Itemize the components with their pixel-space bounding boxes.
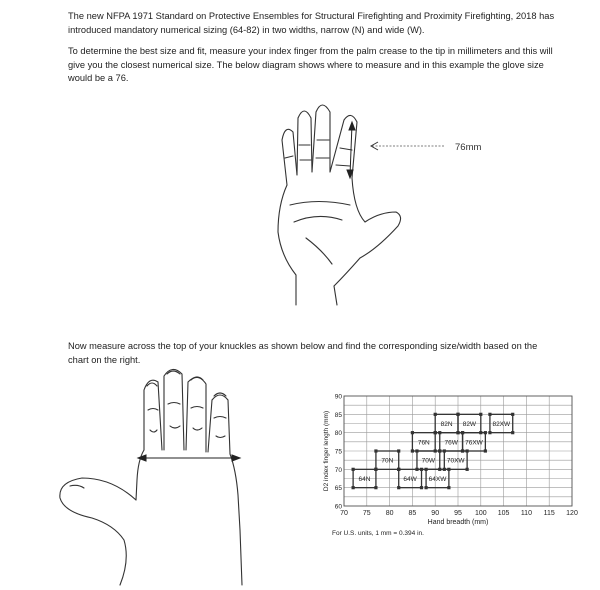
size-cell-corner-marker: [438, 449, 441, 452]
knuckle-instruction: Now measure across the top of your knuckles as shown below and find the corresponding size/width based on the chart on the right.: [68, 341, 538, 365]
size-cell-corner-marker: [511, 431, 514, 434]
size-cell-corner-marker: [466, 449, 469, 452]
size-cell-corner-marker: [447, 486, 450, 489]
size-cell-corner-marker: [352, 486, 355, 489]
x-tick-label: 120: [566, 510, 578, 517]
size-cell-corner-marker: [434, 431, 437, 434]
size-cell-corner-marker: [424, 468, 427, 471]
size-cell-label: 76N: [417, 439, 430, 447]
x-tick-label: 100: [474, 510, 487, 517]
x-tick-label: 85: [408, 510, 417, 517]
size-cell-corner-marker: [479, 413, 482, 416]
arrow-head-top-icon: [349, 122, 355, 130]
knuckle-width-measure: [138, 455, 240, 461]
size-cell-corner-marker: [352, 468, 355, 471]
y-tick-label: 70: [334, 466, 342, 474]
size-cell-label: 64N: [358, 476, 371, 483]
x-tick-label: 105: [497, 510, 510, 517]
x-tick-label: 70: [340, 510, 348, 517]
size-cell-corner-marker: [374, 486, 377, 489]
size-cell-corner-marker: [411, 449, 414, 452]
size-cell-corner-marker: [438, 431, 441, 434]
size-cell-corner-marker: [420, 486, 423, 489]
size-cell-label: 64XW: [428, 476, 447, 483]
x-tick-label: 95: [454, 510, 462, 517]
finger-measurement-label: 76mm: [455, 142, 482, 153]
size-cell-corner-marker: [488, 413, 491, 416]
intro-paragraph-1: The new NFPA 1971 Standard on Protective Ensembles for Structural Firefighting and Proximity Firefighting, 2018 has introduced mandatory numerical sizing (64-82) in two widths, narrow (N) and wide (W).: [68, 11, 555, 35]
size-cell-corner-marker: [466, 468, 469, 471]
x-axis-label: Hand breadth (mm): [427, 519, 489, 526]
intro-paragraph-2: To determine the best size and fit, measure your index finger from the palm crease to the tip in millimeters and this will give you the closest numerical size. The below diagram shows where to measure and in this example the glove size would be a 76.: [68, 46, 553, 83]
y-tick-label: 85: [334, 411, 342, 419]
x-tick-label: 80: [385, 510, 394, 517]
x-tick-label: 75: [362, 510, 371, 517]
x-tick-label: 110: [520, 510, 532, 517]
y-axis-label: D2 index finger length (mm): [323, 410, 330, 492]
size-cell-label: 64W: [403, 476, 417, 483]
finger-length-measure: [347, 122, 355, 178]
glove-size-chart: [300, 380, 600, 555]
size-cell-corner-marker: [424, 486, 427, 489]
back-of-hand-drawing: [60, 369, 242, 585]
size-cell-label: 76W: [444, 439, 458, 447]
arrow-right-icon: [232, 455, 240, 461]
size-cell-corner-marker: [420, 468, 423, 471]
size-cell-corner-marker: [484, 449, 487, 452]
size-cell-label: 70XW: [446, 457, 465, 465]
size-cell-label: 82XW: [492, 421, 511, 428]
size-cell-corner-marker: [484, 431, 487, 434]
y-tick-label: 80: [334, 430, 342, 438]
y-tick-label: 75: [334, 448, 342, 456]
size-cell-label: 82N: [440, 421, 453, 428]
size-cell-corner-marker: [411, 431, 414, 434]
chart-footnote: For U.S. units, 1 mm = 0.394 in.: [332, 530, 424, 537]
x-tick-label: 90: [431, 510, 440, 517]
size-cell-corner-marker: [461, 431, 464, 434]
size-cell-corner-marker: [374, 449, 377, 452]
y-tick-label: 60: [334, 503, 342, 511]
x-tick-label: 115: [543, 510, 555, 517]
size-cell-corner-marker: [415, 449, 418, 452]
size-cell-corner-marker: [434, 413, 437, 416]
y-tick-label: 90: [334, 393, 342, 401]
size-cell-label: 70N: [381, 457, 394, 465]
pointer-arrow: [371, 142, 445, 150]
size-cell-corner-marker: [397, 468, 400, 471]
size-cell-corner-marker: [447, 468, 450, 471]
size-cell-label: 76XW: [465, 439, 483, 447]
knuckle-measurement-diagram: [0, 360, 300, 590]
size-cell-corner-marker: [397, 449, 400, 452]
size-cell-corner-marker: [488, 431, 491, 434]
size-cell-label: 70W: [421, 457, 436, 465]
arrow-left-icon: [138, 455, 146, 461]
y-tick-label: 65: [334, 485, 342, 493]
size-cell-corner-marker: [374, 468, 377, 471]
size-cell-corner-marker: [511, 413, 514, 416]
size-cell-corner-marker: [397, 486, 400, 489]
size-cell-corner-marker: [456, 413, 459, 416]
size-cell-label: 82W: [462, 421, 477, 428]
open-palm-drawing: [278, 105, 401, 305]
size-cell-corner-marker: [443, 449, 446, 452]
